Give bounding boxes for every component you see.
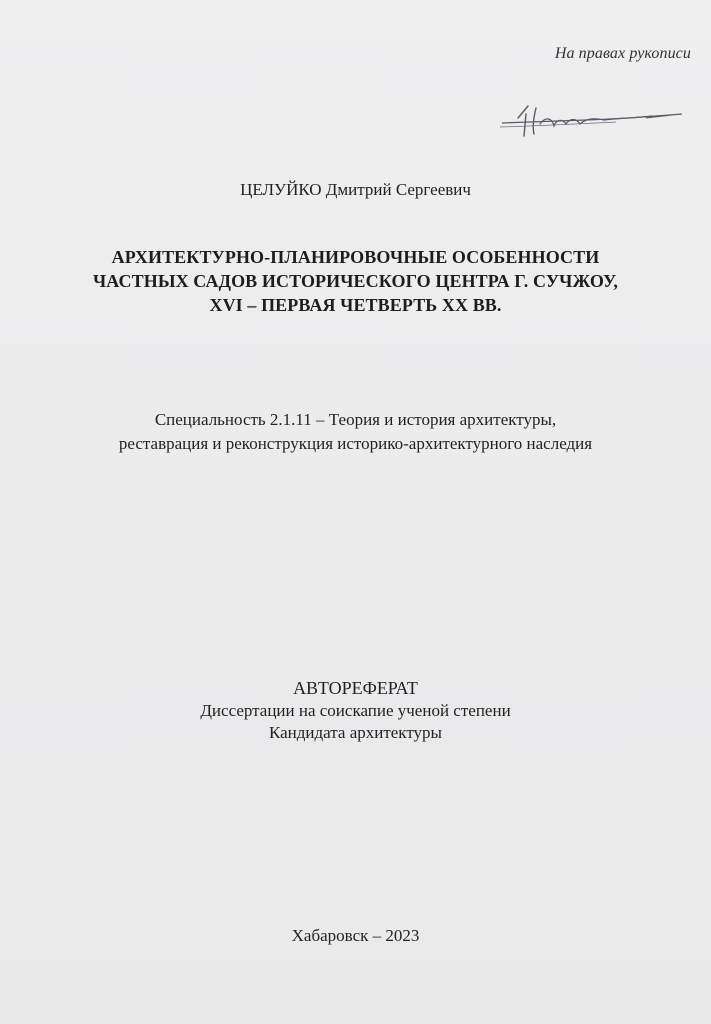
abstract-block bbox=[0, 676, 711, 744]
city-year: Хабаровск – 2023 bbox=[291, 926, 420, 945]
title-line: ЧАСТНЫХ САДОВ ИСТОРИЧЕСКОГО ЦЕНТРА Г. СУЧЖОУ, bbox=[93, 271, 618, 291]
abstract-line: Кандидата архитектуры bbox=[269, 723, 442, 742]
author-name: ЦЕЛУЙКО Дмитрий Сергеевич bbox=[240, 180, 471, 199]
abstract-heading: АВТОРЕФЕРАТ bbox=[293, 678, 418, 698]
rights-note: На правах рукописи bbox=[554, 45, 691, 62]
specialty-line: реставрация и реконструкция историко-архитектурного наследия bbox=[118, 434, 593, 453]
specialty-line: Специальность 2.1.11 – Теория и история архитектуры, bbox=[154, 410, 557, 429]
specialty bbox=[0, 408, 711, 456]
title-line: XVI – ПЕРВАЯ ЧЕТВЕРТЬ XX ВВ. bbox=[209, 295, 502, 315]
abstract-line: Диссертации на соискапие ученой степени bbox=[200, 701, 511, 720]
handwritten-signature bbox=[496, 96, 686, 146]
title-line: АРХИТЕКТУРНО-ПЛАНИРОВОЧНЫЕ ОСОБЕННОСТИ bbox=[111, 247, 600, 267]
dissertation-title bbox=[0, 245, 711, 317]
